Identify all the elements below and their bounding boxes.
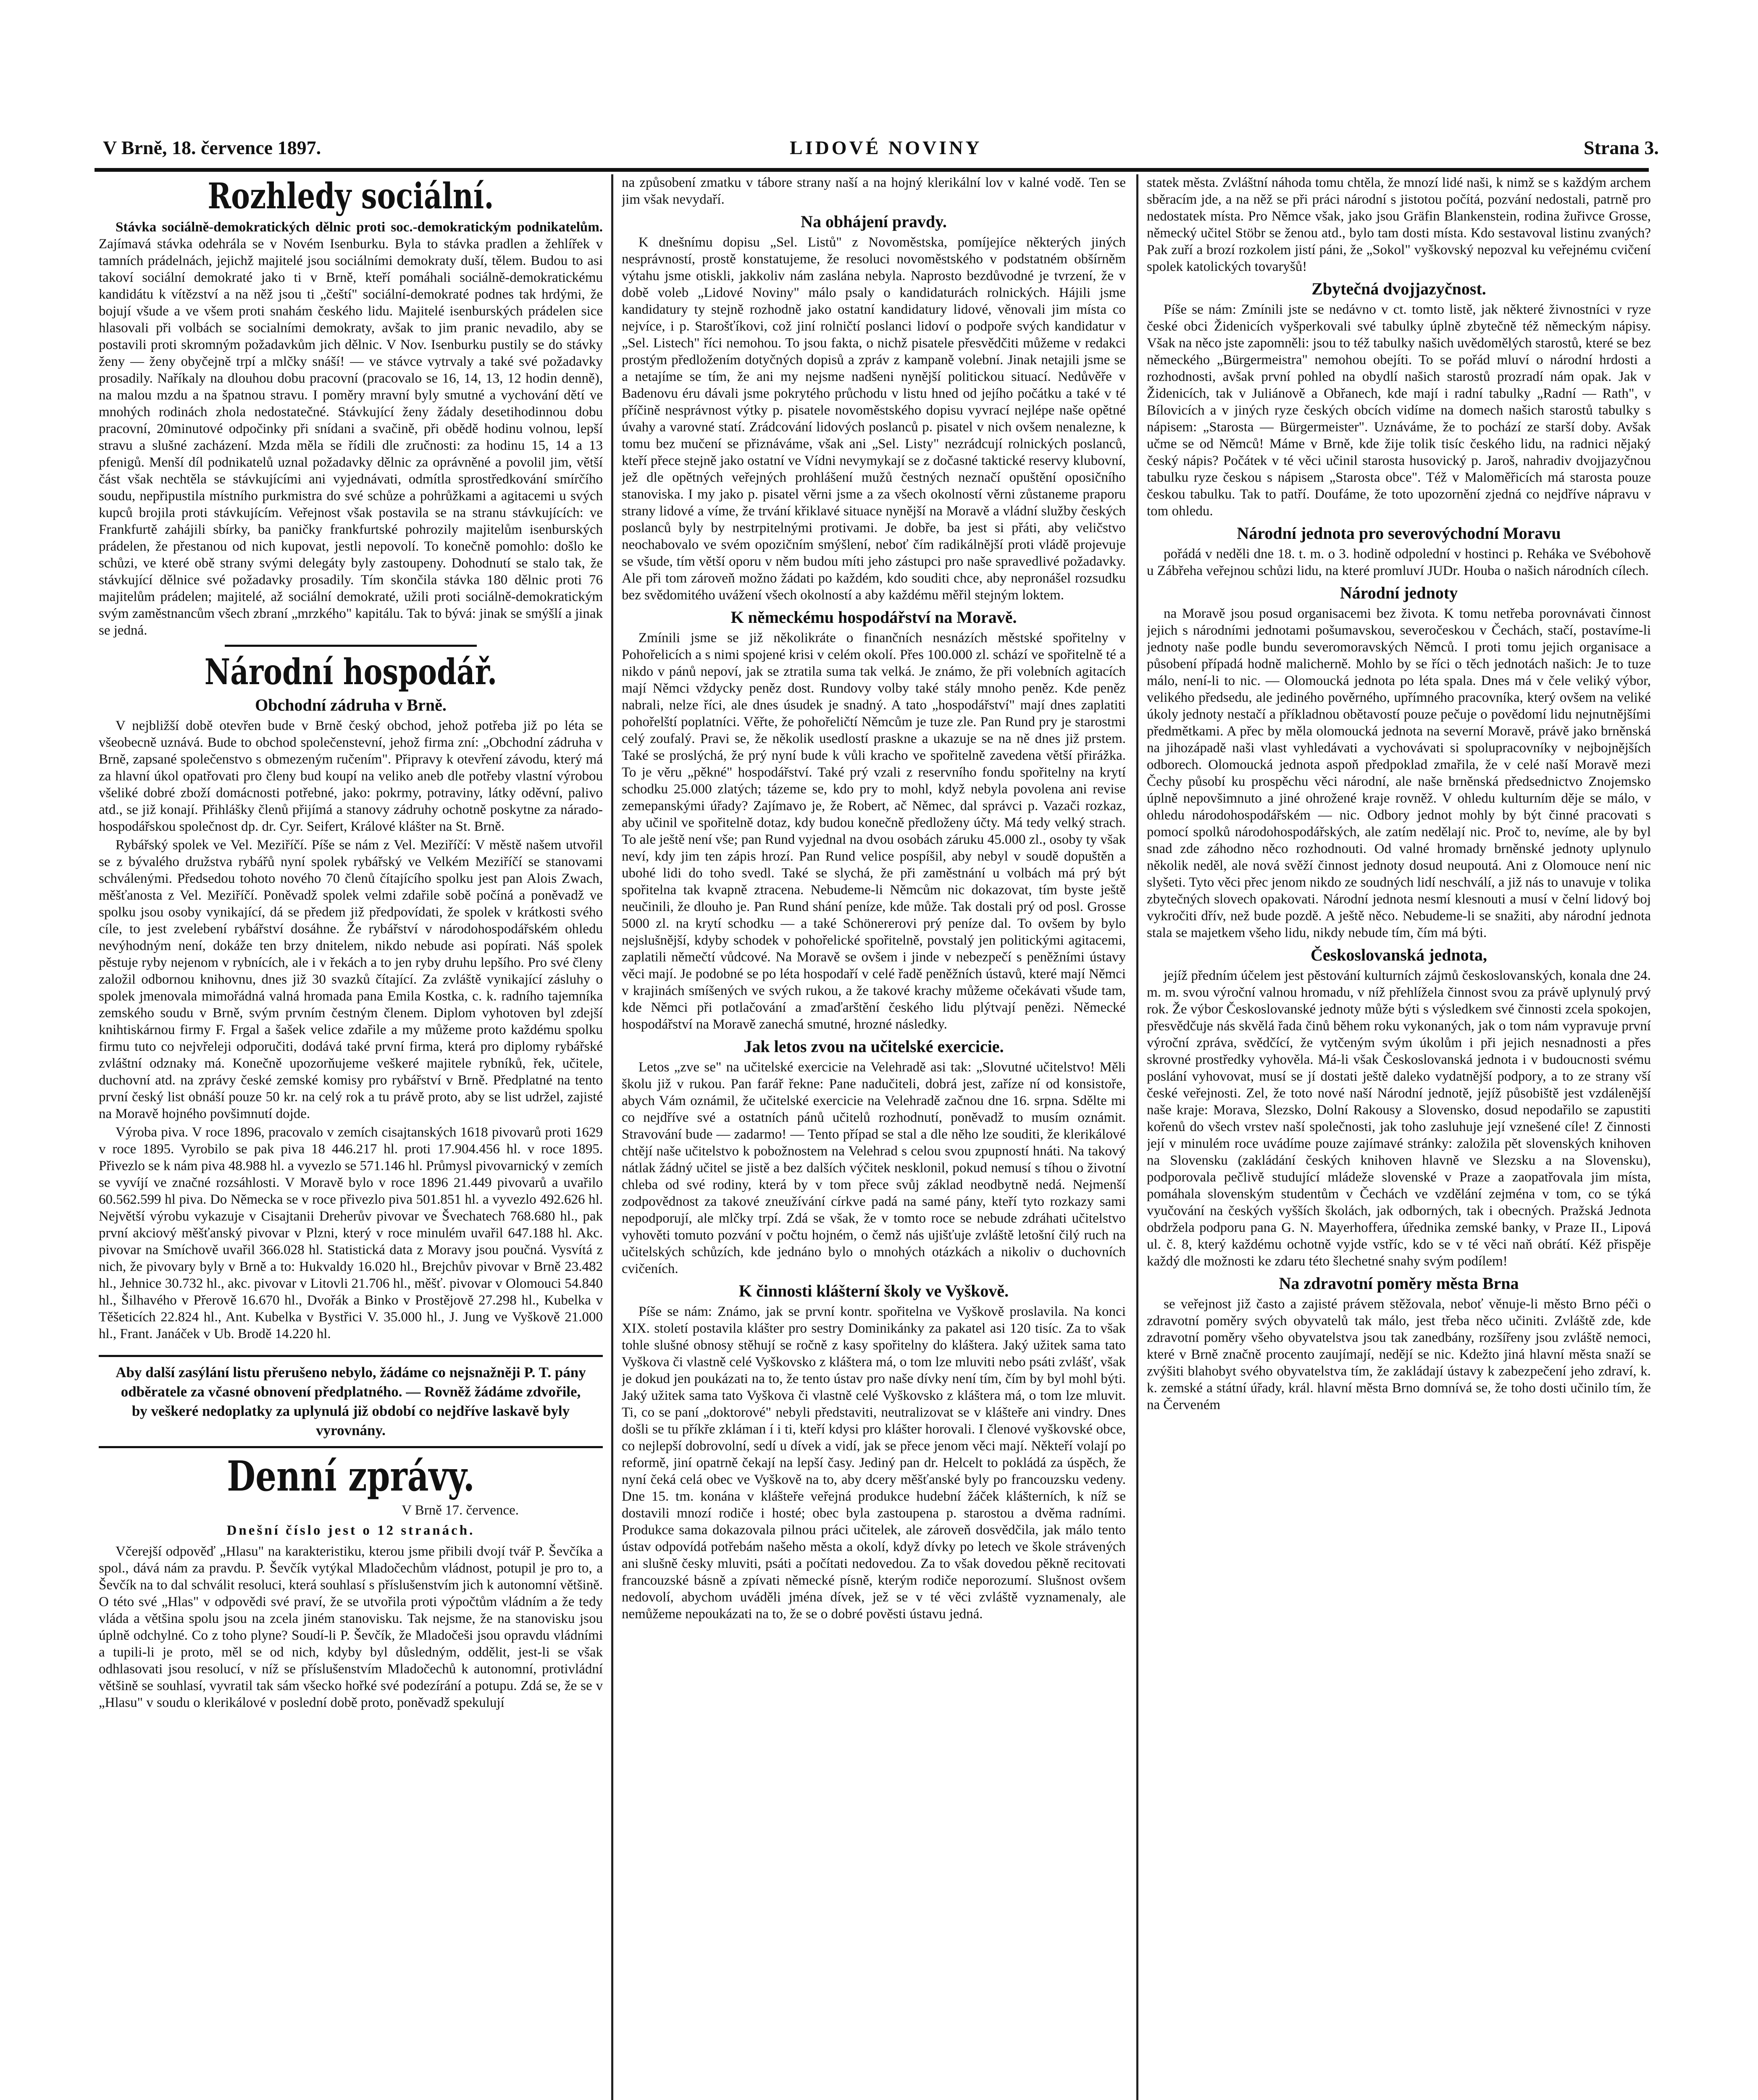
dateline: V Brně 17. července. — [402, 1503, 519, 1518]
subscription-notice: Aby další zasýlání listu přerušeno nebylo, žádáme co nejsnažněji P. T. pány odběratele za včasné obnovení předplatného. — Rovněž žádáme zdvořile, by veškeré nedoplatky za uplynulá již období co nejdříve laskavě byly vyrovnány. — [99, 1355, 603, 1448]
header-date: V Brně, 18. července 1897. — [103, 137, 321, 158]
article-heading-health-brno: Na zdravotní poměry města Brna — [1279, 1274, 1519, 1293]
article-fishing-club: Rybářský spolek ve Vel. Meziříčí. Píše se nám z Vel. Meziříčí: V městě našem utvořil se z bývalého družstva rybářů nyní spolek rybářský ve Velkém Meziříčí se stanovami schválenými. Předsedou tohoto nového 70 členů čítajícího spolku jest pan Alois Zwach, měšťanosta z Vel. Meziříčí. Poněvadž spolek velmi zdařile sobě počíná a poněvadž ve spolku jsou osoby vynikající, dá se předem již předpovídati, že spolek v krátkosti svého cíle, to jest zvelebení rybářství dosáhne. Že rybářství v národohospodářském ohledu nevýhodným není, dokáže ten brzy dnitelem, nikdo nebude asi popírati. Náš spolek pěstuje ryby nejenom v rybnících, ale i v řekách a to jen ryby druhu lepšího. Pro své členy založil odbornou knihovnu, dnes již 30 svazků čítající. Za zvláště vynikající zásluhy o spolek jmenovala mimořádná valná hromada pana Emila Kostka, c. k. radního tajemníka zemského soudu v Brně, svým prvním čestným členem. Diplom vyhotoven byl zdejší knihtiskárnou firmy F. Frgal a šašek velice zdařile a my můžeme proto každému spolku firmu tuto co nejvřeleji odporučiti, dodává také první firma, která pro diplomy rybářské zvláštní odznaky má. Konečně upozorňujeme veškeré majitele rybníků, řek, učitele, duchovní atd. na zprávy české zemské komisy pro rybářství v Brně. Předplatné na tento první český list obnáší pouze 50 kr. na celý rok a tu právě proto, aby se list udržel, zajisté na Moravě hojného povšimnutí dojde. — [99, 837, 603, 1121]
section-title-social: Rozhledy sociální. — [208, 175, 494, 217]
article-national-unions: na Moravě jsou posud organisacemi bez života. K tomu netřeba porovnávati činnost jejich s národními jednotami pošumavskou, severočeskou v Čechách, stačí, postavíme-li jednoty naše podle bundu severomoravských Němců. I proti tomu jejich organisace a působení případá hodně malicherně. Mohlo by se říci o těch jednotách našich: Je to tuze málo, není-li to nic. — Olomoucká jednota po léta spala. Dnes má v čele veliký výbor, velikého předsedu, ale jediného pověrného, upřímného pracovníka, který ovšem na veliké úkoly jednoty nestačí a příkladnou obětavostí pouze pečuje o povědomí lidu nejnutnějšími předmětkami. A přec by měla olomoucká jednota na severní Moravě, právě jako brněnská na jihozápadě naši vlast vyhledávati a vychovávati si spolupracovníky v nejbojnějších odborech. Olomoucká jednota aspoň předpoklad zmařila, že v celé naší Moravě mezi Čechy působí ku prospěchu věci národní, ale naše brněnská předsednictvo Znojemsko úplně nepovšimnuto a jiné ohrožené kraje rovněž. V ohledu kulturním děje se málo, v ohledu národohospodářském — nic. Odbory jednot mohly by být činné pracovati s pomocí spolků národohospodářských, ale zatím nedělají nic. Proč to, nevíme, ale by byl snad zde záhodno něco rozhodnouti. Od valné hromady brněnské jednoty uplynulo několik neděl, ale nová svěží činnost jednoty dosud neupoutá. Ani z Olomouce není nic slyšeti. Tyto věci přec jenom nikdo ze soudných lidí neschválí, a již nás to unavuje v tolika zbytečných slovech opakovati. Národní jednota nesmí klesnouti a musí v čelní lidový boj vykročiti dřív, než bude pozdě. A ještě něco. Nebudeme-li se snažiti, aby národní jednota stala se majetkem všeho lidu, nikdy nebude tím, čím má býti. — [1147, 606, 1651, 940]
article-heading-defense-of-truth: Na obhájení pravdy. — [801, 212, 947, 231]
article-strike-heading: Stávka sociálně-demokratických dělnic proti soc.-demokratickým podnikatelům. — [116, 220, 603, 235]
article-heading-trade-cooperative: Obchodní zádruha v Brně. — [255, 696, 447, 714]
article-strike-body: Zajímavá stávka odehrála se v Novém Isenburku. Byla to stávka pradlen a žehlířek v tamních prádelnách, jejichž majitelé jsou sociálními demokraty duší, tělem. Budou to asi takoví sociální demokraté jako ti v Brně, kteří pomáhali sociálně-demokratickému kandidátu k vítězství a na něž jsou ti „čeští" sociální-demokraté podnes tak hrdými, že bojují všude a ve všem proti snahám českého lidu. Majitelé isenburských prádelen sice hlasovali při volbách se socialními demokraty, avšak to jim pranic nevadilo, aby se postavili proti skromným požadavkům jich dělnic. V Nov. Isenburku pustily se do stávky ženy — ženy obyčejně trpí a mlčky snáší! — ve stávce vytrvaly a také své požadavky prosadily. Naříkaly na dlouhou dobu pracovní (pracovalo se 16, 14, 13, 12 hodin denně), na malou mzdu a na špatnou stravu. I poměry mravní byly smutné a vychování dětí ve mnohých rodinách zhola nedostatečné. Stávkující ženy žádaly desetihodinnou dobu pracovní, 20minutové odpočinky při snídani a svačině, při obědě hodinu volnou, lepší stravu a slušné zacházení. Mzda měla se řídili dle zručnosti: za hodinu 15, 14 a 13 pfenigů. Menší díl podnikatelů uznal požadavky dělnic za oprávněné a povolil jim, větší část však nechtěla se stávkujícími ani vyjednávati, odmítla sprostředkování smírčího soudu, nepřipustila místního purkmistra do své schůze a pohrůžkami a agitacemi u svých kupců brojila proti stávkujícím. Veřejnost však postavila se na stranu stávkujících: ve Frankfurtě zahájili sbírky, ba paničky frankfurtské pohrozily majitelům isenburských prádelen, že přestanou od nich kupovat, jestli nepovolí. To konečně pomohlo: došlo ke schůzi, ve které obě strany svými delegáty byly zastoupeny. Dohodnutí se stalo tak, že stávkující dělnice své požadavky prosadily. Tím skončila stávka 180 dělnic proti 76 majitelům prádelen; majitelé, až sociální demokraté, užili proti sociálně-demokratickým svým zaměstnancům všech zbraní „mrzkého" kapitálu. Tak to bývá: jinak se smýšlí a jinak se jedná. — [99, 236, 603, 638]
article-heading-czechoslav-union: Českoslovanská jednota, — [1310, 945, 1487, 964]
section-divider — [225, 645, 477, 647]
article-hlas-reply: Včerejší odpověď „Hlasu" na karakteristiku, kterou jsme přibili dvojí tvář P. Ševčíka a spol., dává nám za pravdu. P. Ševčík vytýkal Mladočechům vládnost, potupil je pro to, a Ševčík na to dal schválit resoluci, která souhlasí s příslušenstvím jich k autonomní většině. O této své „Hlas" v odpovědi své praví, že se utvořila proti výpočtům vládním a že tedy vláda a většina spolu jsou na zcela jiném stanovisku. Tak nejsme, že na stanovisku jsou úplně odchylné. Co z toho plyne? Soudí-li P. Ševčík, že Mladočeši jsou opravdu vládními a tupili-li je proto, měl se od nich, kdyby byl důsledným, oddělit, jest-li se však odhlasovati jsou resolucí, v níž se příslušenstvím Mladočechů k autonomní, protivládní většině se souhlasí, vyvratil tak sám všecko hořké své podezírání a potupu. Zdá se, že se v „Hlasu" v soudu o klerikálové v poslední době proto, poněvadž spekulují — [99, 1544, 603, 1710]
article-continued: na způsobení zmatku v tábore strany naší a na hojný klerikální lov v kalné vodě. Ten se jim však nevydaří. — [622, 175, 1126, 207]
article-convent-school: Píše se nám: Známo, jak se první kontr. spořitelna ve Vyškově proslavila. Na konci XIX. století postavila klášter pro sestry Dominikánky za pakatel asi 120 tisíc. Za to však tohle slušné obnosy stěhují se ročně z kasy spořitelny do kláštera. Jaký užitek sama tato Vyškova či vlastně celé Vyškovsko z kláštera má, o tom lze mluviti nebo psáti zvlášť, však je dokud jen poukázati na to, že tento ústav pro naše dívky není tím, čím by byl mohl býti. Jaký užitek sama tato Vyškova či vlastně celé Vyškovsko z kláštera má, o tom lze mluvit. Ti, co se paní „doktorové" nebyli představiti, neutralizovat se v klášteře ani vindry. Dnes došli se tu příkře zkláman í i ti, kteří kdysi pro klášter horovali. I členové vyškovské obce, co nejlepší dobrovolní, sedí u dívek a vidí, jak se přece jenom věci mají. Někteří volají po reformě, jiní opatrně čekají na lepší časy. Jediný pan dr. Helcelt to pokládá za úspěch, že nyní čeká celá obec ve Vyškově na to, aby dcery měšťanské byly po francouzsku vedeny. Dne 15. tm. konána v klášteře veřejná produkce hudební žáček klášterních, k níž se dostavili mnozí rodiče i hosté; obec byla zastoupena p. starostou a dvěma radními. Produkce sama dokazovala pilnou práci učitelek, ale zároveň dosvědčila, jak málo tento ústav odpovídá potřebám našeho města a okolí, když dívky po letech ve škole strávených ani slušně česky mluviti, psáti a počítati nedovedou. Za to však dovedou pěkně recitovati francouzské básně a zpívati německé písně, kterým rodiče neporozumí. Slušnost ovšem nedovolí, abychom uváděli jména dívek, jež se v té věci zvláště vyznamenaly, ale nemůžeme nepoukázati na to, že se o dobré pověsti ústavu jedná. — [622, 1304, 1126, 1622]
column-rule — [611, 174, 613, 2100]
article-heading-national-unions: Národní jednoty — [1340, 583, 1458, 602]
article-bilingualism: Píše se nám: Zmínili jste se nedávno v ct. tomto listě, jak některé živnostníci v ryze české obci Židenicích vyšperkovali své tabulky úplně zbytečně též německým nápisy. Však na něco jste zapomněli: jsou to též tabulky našich uvědomělých starostů, které se bez německého „Bürgermeistra" nemohou obejíti. To se pořád mluví o národní hrdosti a rozhodnosti, avšak první pohled na obydlí našich starostů prozradí nám opak. Jak v Židenicích, tak v Juliánově a Obřanech, kde mají i radní tabulky „Radní — Rath", v Bílovicích a v jiných ryze českých obcích vidíme na domech našich starostů tabulky s nápisem: „Starosta — Bürgermeister". Uznáváme, že to pochází ze starší doby. Avšak učme se od Němců! Máme v Brně, kde žije tolik tisíc českého lidu, na radnici nějaký český nápis? Počátek v té věci učinil starosta husovický p. Jaroš, nahradiv dvojjazyčnou tabulku ryze českou s nápisem „Starosta obce". Též v Maloměřicích má starosta pouze českou tabulku. Tak to patří. Doufáme, že toto upozornění zjedná co nejdříve nápravu v tom ohledu. — [1147, 302, 1651, 519]
article-heading-national-union-north: Národní jednota pro severovýchodní Moravu — [1237, 524, 1561, 543]
header-rule — [95, 168, 1649, 172]
column-3 — [1147, 174, 1651, 2100]
article-heading-bilingualism: Zbytečná dvojjazyčnost. — [1311, 279, 1486, 298]
article-strike — [99, 219, 603, 639]
article-teacher-exercises: Letos „zve se" na učitelské exercicie na Velehradě asi tak: „Slovutné učitelstvo! Měli školu již v rukou. Pan farář řekne: Pane nadučiteli, dobrá jest, zaříze ní od konsistoře, abych Vám oznámil, že učitelské exercicie na Velehradě začnou dne 16. srpna. Sdělte mi co nejdříve své a ostatních pánů učitelů rozhodnutí, poněvadž to musím oznámit. Stravování bude — zadarmo! — Tento případ se stal a dle něho lze souditi, že klerikálové chtějí naše učitelstvo k pobožnostem na Velehrad s celou svou zpupností hnáti. Na takový nátlak žádný učitel se jistě a bez dalších výčitek nesklonil, pokud nemusí s tíhou o životní chleba od své rodiny, která by v tom přece svůj základ neodbytně nedá. Nejmenší zodpovědnost za takové zneužívání církve padá na samé pány, kteří tyto rozkazy sami nepodporují, ale mlčky trpí. Zdá se však, že v tomto roce se nebude zdráhati učitelstvo vyhověti tomuto pozvání v počtu hojném, o čemž nás ujišťuje zvláště letošní čilý ruch na učitelských schůzích, kde jednáno bylo o mnohých otázkách a nikoliv o duchovních cvičeních. — [622, 1060, 1126, 1276]
article-national-union-north: pořádá v neděli dne 18. t. m. o 3. hodině odpolední v hostinci p. Rehákа ve Svébohově u Zábřeha veřejnou schůzi lidu, na které promluví JUDr. Houba o našich národních cílech. — [1147, 546, 1651, 578]
column-rule — [1136, 174, 1138, 2100]
header-page-number: Strana 3. — [1584, 137, 1659, 158]
page-count-note: Dnešní číslo jest o 12 stranách. — [226, 1523, 475, 1538]
article-trade-cooperative: V nejbližší době otevřen bude v Brně český obchod, jehož potřeba již po léta se všeobecně uznává. Bude to obchod společenstevní, jehož firma zní: „Obchodní zádruha v Brně, zapsané společenstvo s obmezeným ručením". Připravy k otevření závodu, který má za hlavní úkol opatřovati pro členy bud koupí na veliko aneb dle potřeby vlastní výrobou všeliké dobré zboží domácnosti potřebné, jako: pokrmy, potraviny, látky oděvní, palivo atd., se již konají. Přihlášky členů přijímá a stanovy zádruhy ochotně poskytne za nárado-hospodářskou společnost dp. dr. Cyr. Seifert, Králové klášter na St. Brně. — [99, 718, 603, 834]
article-continued: statek města. Zvláštní náhoda tomu chtěla, že mnozí lidé naši, k nimž se s každým archem sběracím jde, a na něž se při práci národní s jistotou počítá, pozvání nedostali, patrně pro nedostatek místa. Pro Němce však, jako jsou Gräfin Blankenstein, rodina žuřivce Grosse, německý učitel Stöbr se ženou atd., bylo tam dosti místa. Kdo sestavoval listinu zvaných? Pak zuří a brozí rozkolem jistí páni, že „Sokol" vyškovský nepozval ku veřejnému cvičení spolek katolických tovaryšů! — [1147, 175, 1651, 274]
article-defense-of-truth: K dnešnímu dopisu „Sel. Listů" z Novoměstska, pomíjejíce některých jiných nesprávností, prostě konstatujeme, že resoluci novoměstského v podstatném obšírněm výtahu jsme otiskli, jakkoliv nám zaslána nebyla. Naprosto bezdůvodné je tvrzení, že v době voleb „Lidové Noviny" málo psaly o kandidaturách rolnických. Hájili jsme kandidatury ty stejně rozhodně jako ostatní kandidatury lidové, věnovali jim místa co nejvíce, i p. Starošťíkovi, což jiní rolničtí poslanci lidoví o podpoře svých kandidatur v „Sel. Listech" říci nemohou. To jsou fakta, o nichž pisatele přesvědčiti můžeme v redakci prostým předložením dotyčných dopisů a zpráv z kampaně volební. Jinak netajili jsme se a netajíme se tím, že ani my nejsme nadšeni nynější politickou situací. Nedůvěře v Badenovu éru dávali jsme pokrytého průchodu v listu hned od jejího počátku a také v té příčině nesprávnost výtky p. pisatele novoměstského dopisu vyvrací nejlépe naše opětné úvahy a varovné statí. Zrádcování lidových poslanců p. pisatel v nich ovšem nenalezne, k tomu bez mučení se přiznáváme, však ani „Sel. Listy" nezrádcují rolnických poslanců, kteří přece stejně jako ostatní ve Vídni nevymykají se z dočasné taktické reservy klubovní, jež dle opětných veřejných prohlášení mužů čestných neznačí opuštění oposičního stanoviska. I my jako p. pisatel věrni jsme a za všech okolností věrni zůstaneme praporu strany lidové a víme, že trvání křiklavé situace nynější na Moravě a vládní služby českých poslanců byly by nestrpitelnými protivami. Je dobře, ba jest si přáti, aby veličstvo neochabovalo ve svém opozičním smýšlení, neboť čím radikálnější proti vládě projevuje se všude, tím větší oporu v něm budou míti jeho zástupci pro naše spravedlivé požadavky. Ale při tom zároveň možno žádati po každém, kdo souditi chce, aby nepronášel rozsudku bez svědomitého uvážení všech okolností a aby každému měřil stejným loktem. — [622, 235, 1126, 603]
column-2 — [622, 174, 1126, 2100]
section-title-economy: Národní hospodář. — [204, 651, 497, 693]
article-health-brno: se veřejnost již často a zajisté právem stěžovala, neboť věnuje-li město Brno péči o zdravotní poměry svých obyvatelů tak málo, jest třeba něco učiniti. Zvláště zde, kde zdravotní poměry všeho obyvatelstva jsou tak zanedbány, rozšířeny jsou zvláště nemoci, které v Brně značně procento zaujímají, nedějí se nic. Kdežto jiná hlavní města snaží se zvýšiti blahobyt svého obyvatelstva tím, že zakládají ústavy k zabezpečení jeho zdraví, k. k. zemské a státní úřady, král. hlavní města Brno domnívá se, že toho dosti učinilo tím, že na Červeném — [1147, 1297, 1651, 1412]
header-masthead: LIDOVÉ NOVINY — [790, 137, 982, 158]
column-1 — [99, 174, 603, 2100]
article-heading-german-economy: K německému hospodářství na Moravě. — [731, 608, 1017, 627]
section-title-daily-news: Denní zprávy. — [227, 1452, 475, 1501]
article-heading-teacher-exercises: Jak letos zvou na učitelské exercicie. — [744, 1037, 1004, 1056]
article-german-economy: Zmínili jsme se již několikráte o finančních nesnázích městské spořitelny v Pohořelicích a s nimi spojené krisi v celém okolí. Přes 100.000 zl. schází ve spořitelně té a nikdo v pánů nepoví, jak se ztratila suma tak velká. Je známo, že při volebních agitacích mají Němci vždycky peněz dost. Rundovy volby také stály mnoho peněz. Kde peněz nabrali, nelze říci, ale dnes úsudek je snadný. A tato „hospodářství" mají dnes zaplatiti pohořelští poplatníci. Věřte, že pohořeličtí Němcům je tuze zle. Pan Rund pry je starostmi celý zoufalý. Pravi se, že několik usedlostí prasknе a ukazuje se na ně dnes již prstem. Také se proslýchá, že prý nyní bude k vůli kracho ve spořitelně zavedena větší přirážka. To je věru „pěkné" hospodářství. Také prý vzali z reservního fondu spořitelny na krytí schodku 25.000 zlatých; tázeme se, kdo pry to mohl, když nebyla povolena ani revise zemepanskými úřady? Zajímavo je, že Robert, ač Němec, dal správci p. Vazači rozkaz, aby učinil ve spořitelně dotaz, kdy budou konečně předloženy účty. Má tedy velký strach. To ale ještě není vše; pan Rund vyjednal na dvou osobách záruku 45.000 zl., osoby ty však neví, kdy jim ten zápis hrozí. Pan Rund velice pospíšil, aby nebyl v soudě dopuštěn a ubohé lidi do toho svedl. Také se slychá, že při zaměstnání u volbách má prý být spořitelna tak kvapně ztracena. Nebudeme-li Němcům nic dokazovat, tím byste ještě neučinili, že dlouho je. Pan Rund shání peníze, kde může. Tak dostali prý od posl. Grosse 5000 zl. na krytí schodku — a také Schönererovi prý peníze dal. To ovšem by bylo nejslušnější, kdyby schodek v pohořelické spořitelně, povstalý jen politickými agitacemi, zaplatili němečtí vůdcové. Na Moravě se ovšem i jinde v nebezpečí s peněžními ústavy věci mají. Je podobné se po léta hospodaří v celé řadě peněžních ústavů, které mají Němci v krajinách smíšených ve svých rukou, a že takové krachy můžeme očekávati všude tam, kde Němci při potlačování a zmaďarštění českého lidu plýtvají penězi. Německé hospodářství na Moravě zanechá smutné, hrozné následky. — [622, 630, 1126, 1032]
article-beer-production: Výroba piva. V roce 1896, pracovalo v zemích cisajtanských 1618 pivovarů proti 1629 v roce 1895. Vyrobilo se pak piva 18 446.217 hl. proti 17.904.456 hl. v roce 1895. Přivezlo se k nám piva 48.988 hl. a vyvezlo se 571.146 hl. Průmysl pivovarnický v zemích se vyvíjí ve značné rozsáhlosti. V Moravě bylo v roce 1896 21.449 pivovarů a uvařilo 60.562.599 hl piva. Do Německa se v roce přivezlo piva 501.851 hl. a vyvezlo 492.626 hl. Největší výrobu vykazuje v Cisajtanii Dreherův pivovar ve Švechatech 768.680 hl., pak první akciový měšťanský pivovar v Plzni, který v roce minulém uvařil 647.188 hl. Akc. pivovar na Smíchově uvařil 366.028 hl. Statistická data z Moravy jsou poučná. Vysvítá z nich, že pivovary byly v Brně a to: Hukvaldy 16.020 hl., Brejchův pivovar v Brně 23.482 hl., Jehnice 30.732 hl., akc. pivovar v Litovli 21.706 hl., měšť. pivovar v Olomouci 54.840 hl., Šilhavého v Přerově 16.670 hl., Dvořák a Binko v Prostějově 27.298 hl., Kubelka v Těšeticích 22.824 hl., Ant. Kubelka v Bystřici V. 35.000 hl., J. Jung ve Vyškově 21.000 hl., Frant. Janáček v Ub. Brodě 14.220 hl. — [99, 1125, 603, 1341]
article-heading-convent-school: K činnosti klášterní školy ve Vyškově. — [738, 1281, 1009, 1300]
article-czechoslav-union: jejíž předním účelem jest pěstování kulturních zájmů českoslovanských, konala dne 24. m. m. svou výroční valnou hromadu, v níž přehlížela činnost svou za právě uplynulý prvý rok. Že výbor Českoslovanské jednoty může býti s výsledkem své činnosti zcela spokojen, přesvědčuje nás skvělá řada činů během roku vykonaných, jak o tom nám vypravuje první výroční zpráva, svědčící, že vytčeným svým úkolům i při jejich nesnadnosti a přes skrovné prostředky vyhověla. Má-li však Českoslovanská jednota i v budoucnosti svému poslání vyhovovat, musí se jí dostati ještě daleko vydatnější podpory, a to ze strany vší české veřejnosti. Zel, že toto nové naší Národní jednotě, jejíž působiště jest vzdálenější naše kraje: Morava, Slezsko, Dolní Rakousy a Slovensko, dosud nepodařilo se zapustiti kořenů do všech vrstev naší společnosti, jak toho zasluhuje její vznešené cíle! Z činnosti její v minulém roce uvádíme pouze zajímavé stránky: založila pět slovenských knihoven na Slovensku (zakládání českých knihoven hlavně ve Slezsku a na Slovensku), podporovala pečlivě studující mládeže slovenské v Praze a zaopatřovala jim místa, pomáhala slovenským studentům v Čechách ve vzdělání zejména v tom, co se týká vyučování na českých vyšších školách, jak odborných, tak i obecných. Pražská Jednota obdržela podporu pana G. N. Mayerhoffera, úřednika zemské banky, v Praze II., Lipová ul. č. 8, který každému ochotně vyjde vstříc, kdo se v té věci naň obrátí. Kéž přispěje každý dle možnosti ke zdaru této šlechetné snahy svým podílem! — [1147, 968, 1651, 1269]
